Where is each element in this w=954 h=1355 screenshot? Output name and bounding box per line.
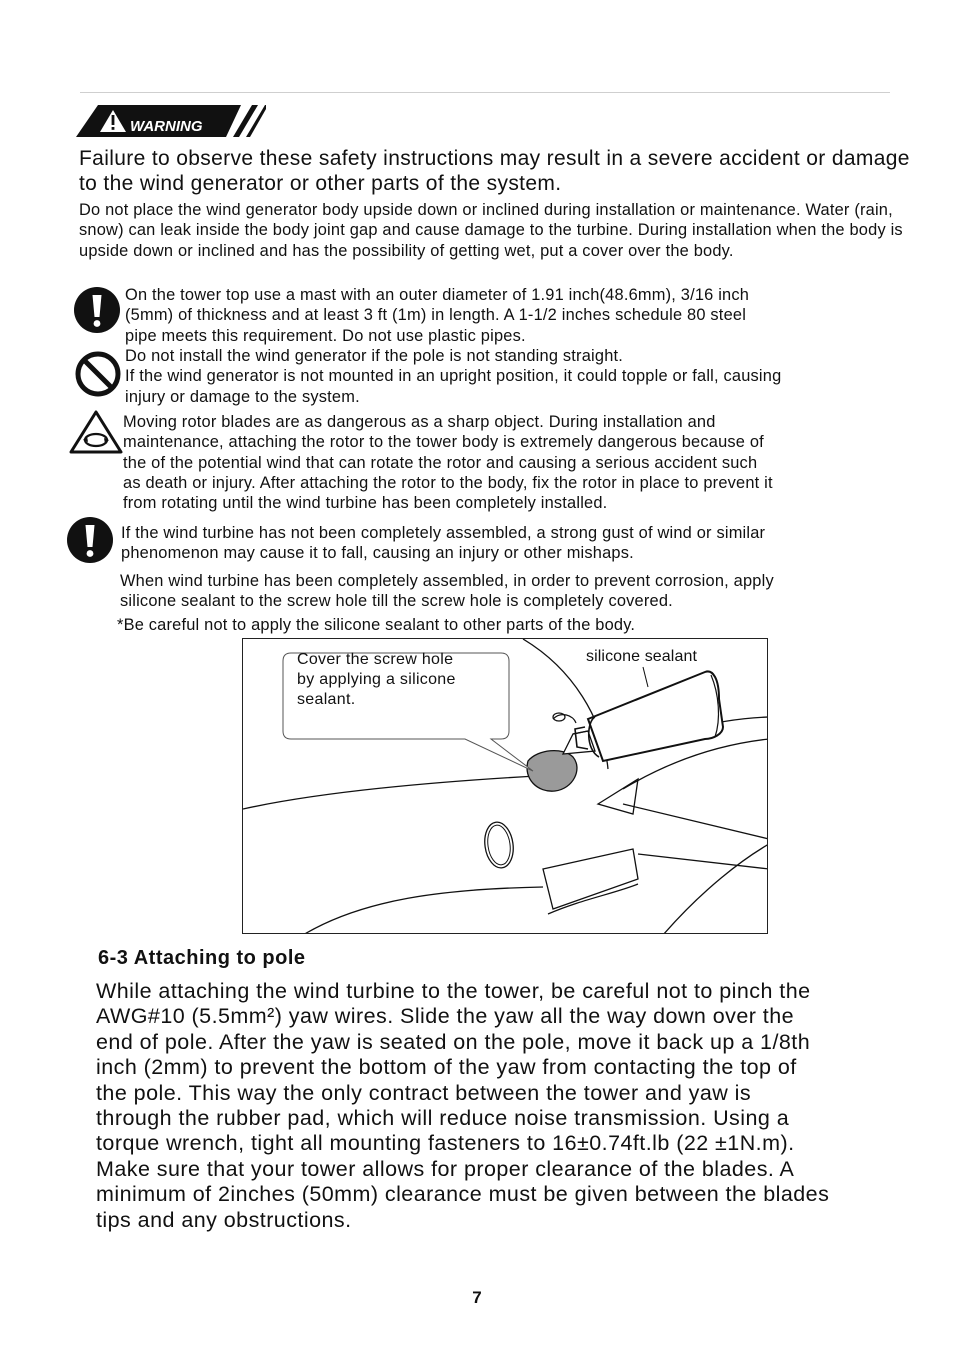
item-line: as death or injury. After attaching the rotor to the body, fix the rotor in place to prevent it bbox=[123, 473, 773, 492]
callout-line: by applying a silicone bbox=[297, 671, 456, 688]
item-line: injury or damage to the system. bbox=[125, 387, 360, 406]
body-line: While attaching the wind turbine to the tower, be careful not to pinch the bbox=[96, 979, 811, 1003]
intro-paragraph: Do not place the wind generator body upside down or inclined during installation or maintenance. Water (rain, snow) can leak inside the body joint gap and cause damage to the turbine. During installation when the body is upside down or inclined and has the possibility of getting wet, put a cover over the body. bbox=[79, 201, 903, 260]
item-line: Moving rotor blades are as dangerous as a sharp object. During installation and bbox=[123, 413, 716, 431]
body-line: Make sure that your tower allows for proper clearance of the blades. A bbox=[96, 1156, 795, 1181]
top-rule bbox=[80, 92, 890, 93]
body-line: end of pole. After the yaw is seated on the pole, move it back up a 1/8th bbox=[96, 1029, 811, 1054]
body-line: torque wrench, tight all mounting fasteners to 16±0.74ft.lb (22 ±1N.m). bbox=[96, 1131, 795, 1156]
rotor-blades-item bbox=[123, 412, 913, 513]
mandatory-exclamation-icon bbox=[66, 516, 114, 569]
mandatory-exclamation-icon bbox=[73, 286, 121, 339]
mast-requirement-item bbox=[125, 285, 915, 346]
section-body bbox=[96, 979, 916, 1233]
page-number: 7 bbox=[472, 1288, 482, 1307]
caution-note: *Be careful not to apply the silicone sealant to other parts of the body. bbox=[117, 616, 636, 634]
callout-line: sealant. bbox=[297, 691, 356, 708]
item-line: If the wind turbine has not been completely assembled, a strong gust of wind or similar bbox=[121, 524, 766, 542]
item-line: If the wind generator is not mounted in an upright position, it could topple or fall, causing bbox=[125, 367, 782, 386]
item-line: from rotating until the wind turbine has been completely installed. bbox=[123, 494, 608, 513]
warning-label: WARNING bbox=[130, 118, 203, 135]
item-line: Do not install the wind generator if the pole is not standing straight. bbox=[125, 347, 624, 365]
section-heading: 6-3 Attaching to pole bbox=[98, 947, 306, 969]
item-line: phenomenon may cause it to fall, causing an injury or other mishaps. bbox=[121, 544, 634, 563]
body-line: minimum of 2inches (50mm) clearance must be given between the blades bbox=[96, 1182, 830, 1207]
assembly-item bbox=[121, 523, 911, 564]
callout-text bbox=[280, 650, 508, 710]
item-line: the of the potential wind that can rotate the rotor and causing a serious accident such bbox=[123, 453, 758, 472]
note-line: When wind turbine has been completely assembled, in order to prevent corrosion, apply bbox=[120, 572, 774, 590]
item-line: On the tower top use a mast with an outer diameter of 1.91 inch(48.6mm), 3/16 inch bbox=[125, 286, 750, 304]
pole-straight-item bbox=[125, 346, 915, 407]
note-line: silicone sealant to the screw hole till the screw hole is completely covered. bbox=[120, 592, 673, 611]
body-line: AWG#10 (5.5mm²) yaw wires. Slide the yaw all the way down over the bbox=[96, 1004, 795, 1029]
callout-line: Cover the screw hole bbox=[297, 651, 454, 668]
warning-headline: Failure to observe these safety instructions may result in a severe accident or damage to the wind generator or other parts of the system. bbox=[79, 147, 910, 195]
item-line: maintenance, attaching the rotor to the tower body is extremely dangerous because of bbox=[123, 433, 764, 452]
warning-badge bbox=[76, 104, 266, 138]
sealant-label: silicone sealant bbox=[586, 648, 697, 665]
body-line: tips and any obstructions. bbox=[96, 1207, 352, 1232]
body-line: the pole. This way the only contract between the tower and yaw is bbox=[96, 1080, 752, 1105]
rotating-hazard-icon bbox=[69, 410, 123, 459]
body-line: through the rubber pad, which will reduce noise transmission. Using a bbox=[96, 1106, 790, 1131]
item-line: pipe meets this requirement. Do not use plastic pipes. bbox=[125, 326, 526, 345]
body-line: inch (2mm) to prevent the bottom of the yaw from contacting the top of bbox=[96, 1055, 797, 1080]
prohibition-icon bbox=[74, 350, 122, 403]
sealant-note bbox=[120, 571, 920, 612]
item-line: (5mm) of thickness and at least 3 ft (1m) in length. A 1-1/2 inches schedule 80 steel bbox=[125, 306, 747, 325]
